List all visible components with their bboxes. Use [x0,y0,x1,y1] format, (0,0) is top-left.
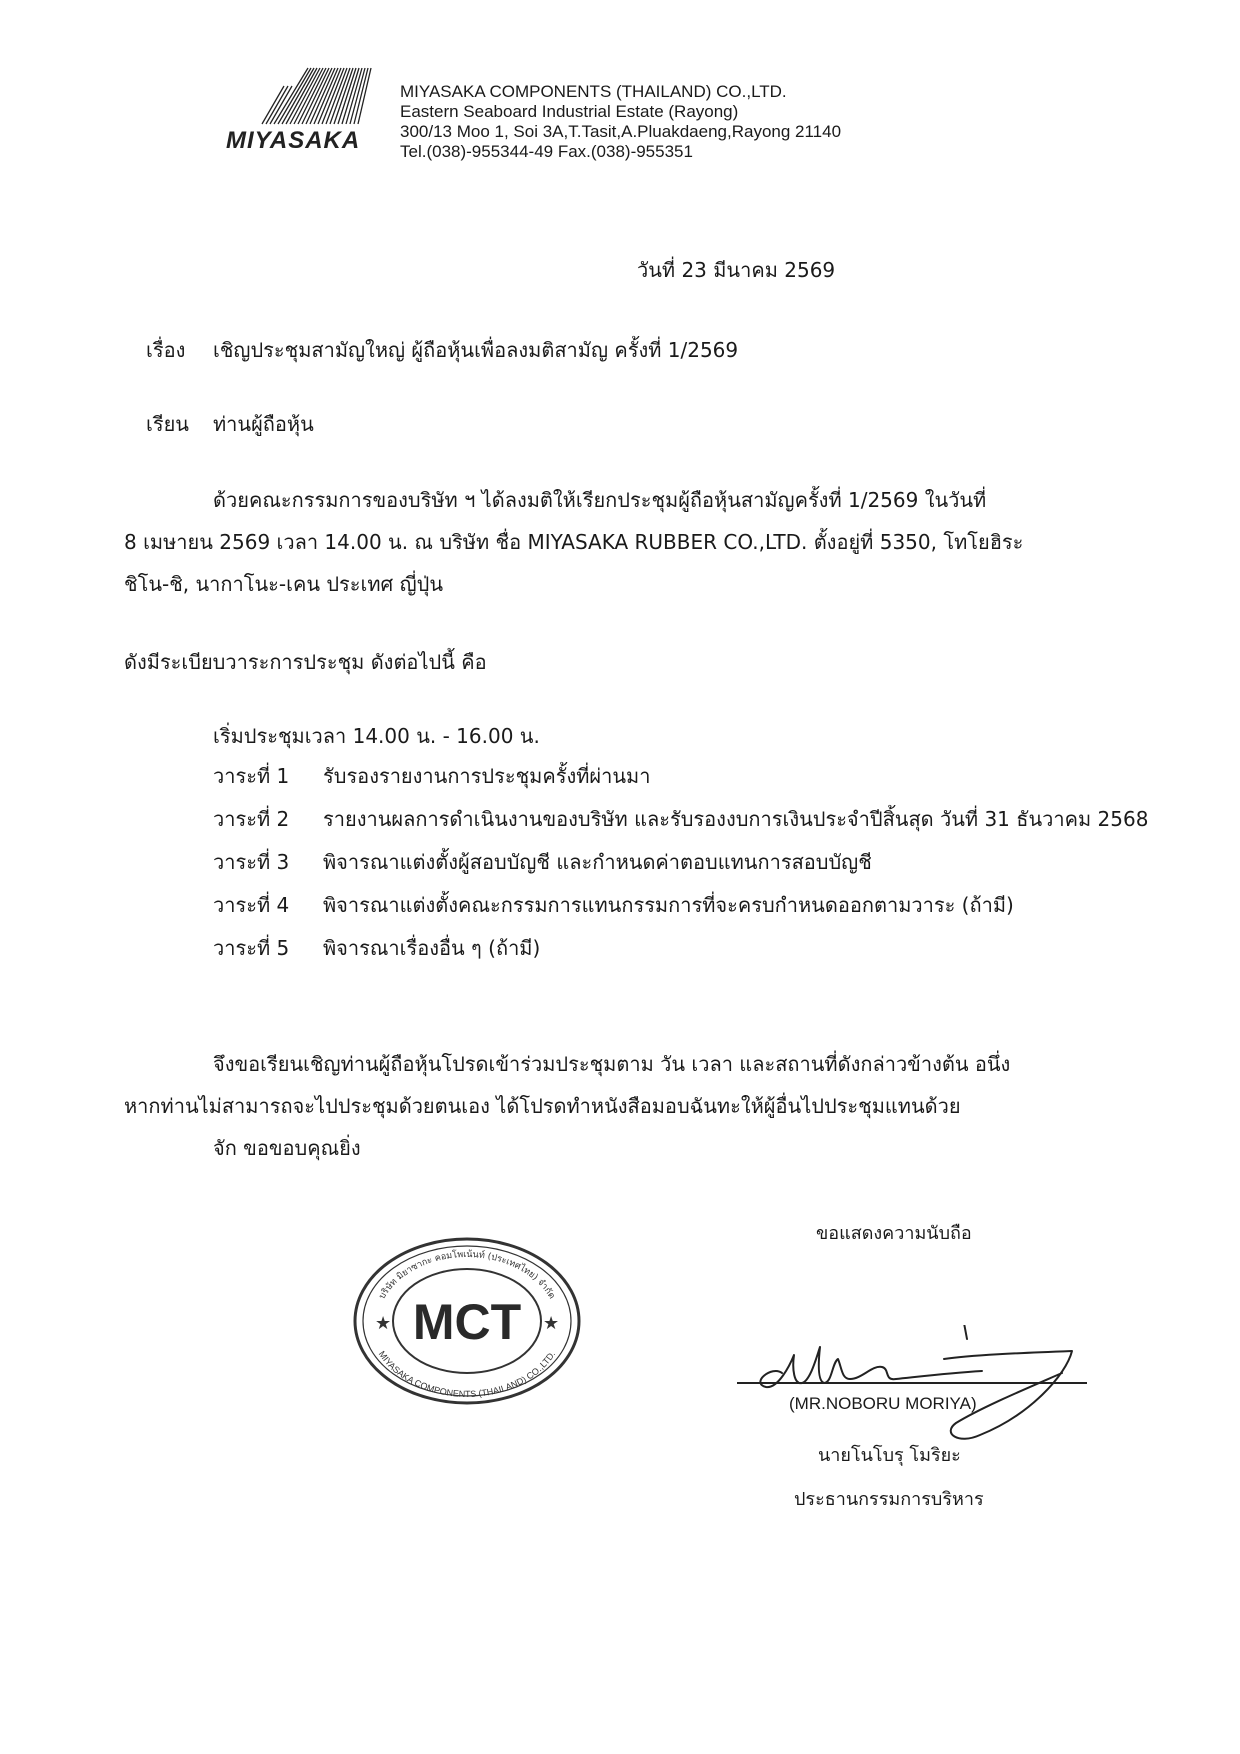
signatory-name-en: (MR.NOBORU MORIYA) [789,1394,977,1413]
closing-line-3: จัก ขอขอบคุณยิ่ง [213,1136,361,1160]
signature-line [737,1382,1087,1384]
seal-star-left-icon: ★ [375,1313,392,1334]
letter-date: วันที่ 23 มีนาคม 2569 [637,258,836,282]
company-address: 300/13 Moo 1, Soi 3A,T.Tasit,A.Pluakdaeng,Rayong 21140 [400,122,842,141]
seal-star-right-icon: ★ [543,1313,560,1334]
subject-label: เรื่อง [146,338,186,362]
agenda-number: วาระที่ 4 [213,893,290,917]
signatory-name-th: นายโนโบรุ โมริยะ [818,1445,961,1466]
body-line-3: ชิโน-ชิ, นากาโนะ-เคน ประเทศ ญี่ปุ่น [124,572,444,596]
agenda-number: วาระที่ 5 [213,936,290,960]
seal-center-text: MCT [412,1294,522,1350]
company-estate: Eastern Seaboard Industrial Estate (Rayong) [400,102,739,121]
company-seal [347,1233,587,1408]
agenda-item: พิจารณาแต่งตั้งผู้สอบบัญชี และกำหนดค่าตอบแทนการสอบบัญชี [323,850,872,874]
agenda-number: วาระที่ 1 [213,764,290,788]
logo-wordmark: MIYASAKA [226,127,361,154]
company-contact: Tel.(038)-955344-49 Fax.(038)-955351 [400,142,693,161]
agenda-item: รับรองรายงานการประชุมครั้งที่ผ่านมา [323,764,651,788]
regards-text: ขอแสดงความนับถือ [816,1223,972,1244]
miyasaka-logo [222,62,372,154]
handwritten-signature [720,1325,1150,1450]
meeting-time: เริ่มประชุมเวลา 14.00 น. - 16.00 น. [213,724,540,748]
company-name: MIYASAKA COMPONENTS (THAILAND) CO.,LTD. [400,82,787,101]
subject-text: เชิญประชุมสามัญใหญ่ ผู้ถือหุ้นเพื่อลงมติสามัญ ครั้งที่ 1/2569 [213,338,739,362]
agenda-number: วาระที่ 3 [213,850,290,874]
signatory-title: ประธานกรรมการบริหาร [794,1489,984,1510]
body-line-2: 8 เมษายน 2569 เวลา 14.00 น. ณ บริษัท ชื่อ MIYASAKA RUBBER CO.,LTD. ตั้งอยู่ที่ 5350, โทโยฮิระ [124,530,1024,554]
body-line-1: ด้วยคณะกรรมการของบริษัท ฯ ได้ลงมติให้เรียกประชุมผู้ถือหุ้นสามัญครั้งที่ 1/2569 ในวันที่ [213,488,987,512]
seal-ring-top: บริษัท มิยาซากะ คอมโพเน้นท์ (ประเทศไทย) จำกัด [377,1249,557,1302]
agenda-item: รายงานผลการดำเนินงานของบริษัท และรับรองงบการเงินประจำปีสิ้นสุด วันที่ 31 ธันวาคม 2568 [323,807,1149,831]
closing-line-2: หากท่านไม่สามารถจะไปประชุมด้วยตนเอง ได้โปรดทำหนังสือมอบฉันทะให้ผู้อื่นไปประชุมแทนด้วย [124,1094,961,1118]
recipient-label: เรียน [146,412,189,436]
recipient-text: ท่านผู้ถือหุ้น [213,412,314,436]
agenda-item: พิจารณาแต่งตั้งคณะกรรมการแทนกรรมการที่จะครบกำหนดออกตามวาระ (ถ้ามี) [323,893,1014,917]
agenda-item: พิจารณาเรื่องอื่น ๆ (ถ้ามี) [323,936,541,960]
seal-ring-bottom: MIYASAKA COMPONENTS (THAILAND) CO.,LTD. [376,1349,558,1399]
closing-line-1: จึงขอเรียนเชิญท่านผู้ถือหุ้นโปรดเข้าร่วมประชุมตาม วัน เวลา และสถานที่ดังกล่าวข้างต้น อนึ่ง [213,1052,1011,1076]
agenda-intro: ดังมีระเบียบวาระการประชุม ดังต่อไปนี้ คือ [124,650,487,674]
agenda-number: วาระที่ 2 [213,807,290,831]
svg-text:MIYASAKA COMPONENTS (THAILAND) [377,1349,557,1399]
